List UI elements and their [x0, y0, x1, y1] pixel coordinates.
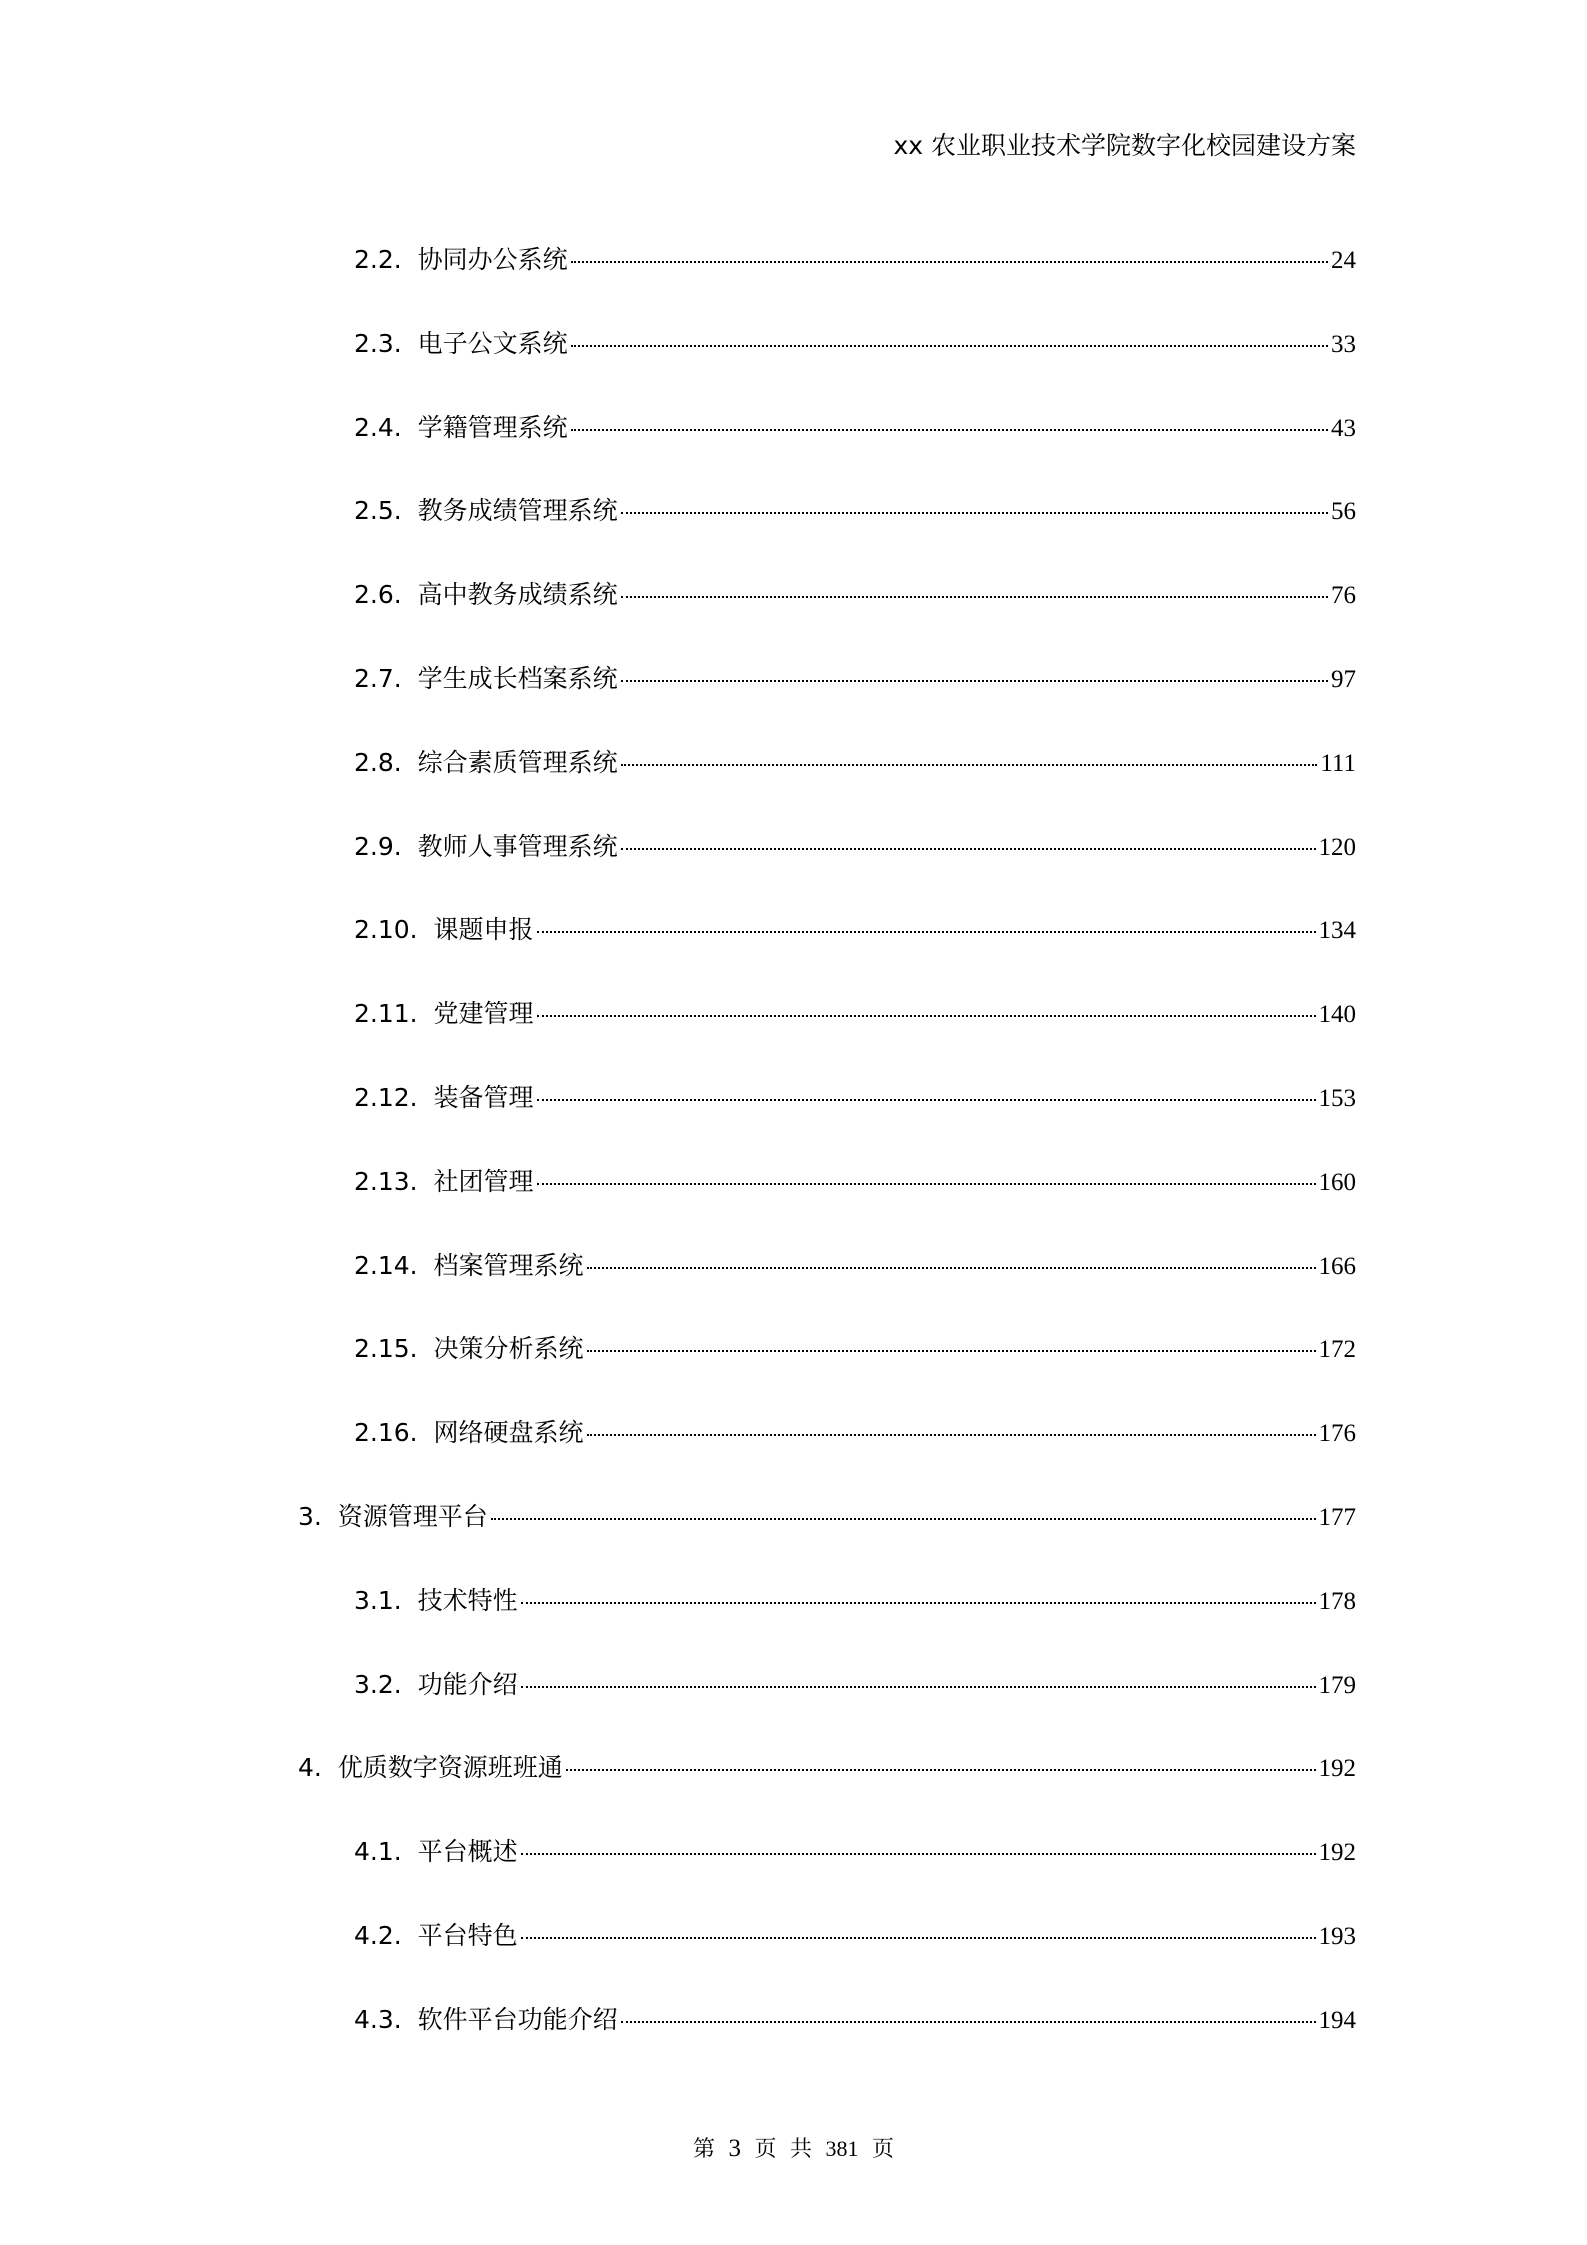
toc-number: 2.10. [354, 915, 418, 945]
toc-entry[interactable] [354, 491, 1356, 531]
toc-number: 2.4. [354, 412, 402, 442]
toc-page-number: 140 [1318, 1001, 1356, 1029]
toc-entry[interactable] [354, 743, 1356, 783]
toc-entry[interactable] [354, 1581, 1356, 1621]
toc-title: 优质数字资源班班通 [337, 1753, 563, 1783]
dot-leader [571, 261, 1328, 263]
toc-title: 协同办公系统 [417, 245, 568, 274]
toc-title: 平台特色 [417, 1921, 518, 1950]
toc-spacer [402, 1586, 418, 1615]
toc-number: 2.12. [354, 1083, 418, 1112]
document-header: xx 农业职业技术学院数字化校园建设方案 [893, 131, 1356, 160]
dot-leader [587, 1350, 1316, 1352]
toc-page-number: 97 [1331, 666, 1356, 693]
toc-number: 4.1. [354, 1837, 402, 1867]
toc-entry[interactable] [354, 1832, 1356, 1872]
toc-page-number: 56 [1331, 498, 1356, 526]
toc-page-number: 179 [1318, 1671, 1356, 1699]
toc-title: 功能介绍 [417, 1669, 518, 1699]
dot-leader [537, 1183, 1316, 1185]
toc-spacer [402, 580, 418, 609]
toc-entry[interactable] [354, 994, 1356, 1034]
toc-entry[interactable] [354, 910, 1356, 950]
footer-prefix: 第 [692, 2136, 715, 2161]
dot-leader [621, 2021, 1316, 2023]
toc-number: 3.1. [354, 1585, 402, 1615]
toc-number: 2.5. [354, 496, 402, 526]
toc-title: 网络硬盘系统 [433, 1418, 584, 1448]
toc-number: 2.16. [354, 1418, 418, 1448]
dot-leader [621, 512, 1328, 514]
toc-page-number: 194 [1318, 2006, 1356, 2034]
toc-title: 决策分析系统 [433, 1334, 584, 1364]
toc-entry[interactable] [354, 1916, 1356, 1956]
toc-spacer [402, 2005, 418, 2034]
toc-number: 4.3. [354, 2004, 402, 2034]
toc-page-number: 76 [1331, 582, 1356, 610]
footer-mid: 页 共 [754, 2136, 812, 2161]
toc-title: 电子公文系统 [417, 328, 568, 358]
dot-leader [621, 848, 1316, 850]
toc-spacer [418, 1251, 434, 1280]
toc-number: 4. [298, 1753, 322, 1783]
dot-leader [521, 1686, 1316, 1688]
toc-spacer [322, 1753, 338, 1782]
toc-entry[interactable] [354, 1162, 1356, 1202]
toc-page-number: 192 [1318, 1839, 1356, 1867]
toc-title: 软件平台功能介绍 [417, 2004, 618, 2034]
toc-number: 2.13. [354, 1166, 418, 1196]
toc-title: 学生成长档案系统 [417, 664, 618, 693]
toc-spacer [418, 915, 434, 944]
dot-leader [621, 596, 1328, 598]
toc-spacer [402, 496, 418, 525]
toc-page-number: 176 [1318, 1420, 1356, 1448]
dot-leader [587, 1267, 1316, 1269]
toc-title: 学籍管理系统 [417, 412, 568, 442]
toc-spacer [418, 1418, 434, 1447]
toc-number: 3.2. [354, 1669, 402, 1699]
dot-leader [587, 1434, 1316, 1436]
dot-leader [521, 1937, 1316, 1939]
dot-leader [537, 1099, 1316, 1101]
toc-number: 2.2. [354, 245, 402, 274]
dot-leader [571, 345, 1328, 347]
toc-spacer [402, 664, 418, 693]
toc-entry[interactable] [354, 1665, 1356, 1705]
toc-title: 课题申报 [433, 915, 534, 945]
toc-title: 档案管理系统 [433, 1250, 584, 1280]
toc-number: 2.6. [354, 580, 402, 610]
toc-spacer [402, 748, 418, 777]
toc-spacer [402, 329, 418, 358]
toc-number: 2.7. [354, 664, 402, 693]
total-pages: 381 [825, 2136, 859, 2161]
toc-spacer [402, 245, 418, 274]
toc-entry[interactable] [298, 1497, 1356, 1537]
dot-leader [571, 429, 1328, 431]
toc-title: 党建管理 [433, 999, 534, 1029]
toc-title: 技术特性 [417, 1585, 518, 1615]
dot-leader [491, 1518, 1316, 1520]
toc-spacer [418, 1334, 434, 1363]
toc-spacer [322, 1502, 338, 1531]
toc-title: 平台概述 [417, 1837, 518, 1867]
toc-title: 高中教务成绩系统 [417, 580, 618, 610]
toc-number: 2.9. [354, 831, 402, 861]
toc-spacer [402, 1670, 418, 1699]
toc-page-number: 153 [1318, 1085, 1356, 1112]
toc-page-number: 193 [1318, 1923, 1356, 1950]
toc-spacer [402, 1837, 418, 1866]
toc-entry[interactable] [354, 659, 1356, 699]
dot-leader [621, 764, 1318, 766]
toc-spacer [402, 832, 418, 861]
toc-page-number: 160 [1318, 1168, 1356, 1196]
toc-page-number: 24 [1331, 247, 1356, 274]
toc-entry[interactable] [354, 1413, 1356, 1453]
toc-entry[interactable] [354, 1246, 1356, 1286]
toc-page-number: 111 [1320, 749, 1356, 777]
toc-spacer [402, 413, 418, 442]
toc-entry[interactable] [354, 827, 1356, 867]
current-page: 3 [728, 2135, 741, 2162]
toc-title: 综合素质管理系统 [417, 747, 618, 777]
toc-spacer [418, 999, 434, 1028]
toc-number: 2.8. [354, 747, 402, 777]
footer-suffix: 页 [872, 2136, 895, 2161]
toc-title: 装备管理 [433, 1083, 534, 1112]
toc-page-number: 172 [1318, 1336, 1356, 1364]
toc-entry[interactable] [354, 1329, 1356, 1369]
toc-page-number: 166 [1318, 1252, 1356, 1280]
toc-page-number: 177 [1318, 1504, 1356, 1531]
toc-spacer [402, 1921, 418, 1950]
dot-leader [566, 1769, 1316, 1771]
toc-entry[interactable] [354, 2000, 1356, 2040]
toc-page-number: 43 [1331, 414, 1356, 442]
toc-entry[interactable] [298, 1748, 1356, 1788]
toc-title: 教师人事管理系统 [417, 831, 618, 861]
toc-spacer [418, 1167, 434, 1196]
dot-leader [521, 1602, 1316, 1604]
toc-number: 2.15. [354, 1334, 418, 1364]
dot-leader [521, 1853, 1316, 1855]
toc-entry[interactable] [354, 324, 1356, 364]
toc-page-number: 178 [1318, 1587, 1356, 1615]
toc-page-number: 33 [1331, 330, 1356, 358]
toc-number: 3. [298, 1502, 322, 1531]
toc-number: 2.11. [354, 999, 418, 1029]
dot-leader [621, 680, 1328, 682]
toc-title: 教务成绩管理系统 [417, 496, 618, 526]
toc-title: 资源管理平台 [337, 1502, 488, 1531]
toc-number: 4.2. [354, 1921, 402, 1950]
dot-leader [537, 1015, 1316, 1017]
page-footer [0, 2132, 1587, 2163]
toc-entry[interactable] [354, 1078, 1356, 1118]
toc-number: 2.3. [354, 328, 402, 358]
dot-leader [537, 931, 1316, 933]
toc-title: 社团管理 [433, 1166, 534, 1196]
toc-entry[interactable] [354, 575, 1356, 615]
toc-page-number: 192 [1318, 1755, 1356, 1783]
toc-page-number: 120 [1318, 833, 1356, 861]
toc-page-number: 134 [1318, 917, 1356, 945]
toc-entry[interactable] [354, 240, 1356, 280]
toc-number: 2.14. [354, 1250, 418, 1280]
toc-entry[interactable] [354, 408, 1356, 448]
toc-spacer [418, 1083, 434, 1112]
